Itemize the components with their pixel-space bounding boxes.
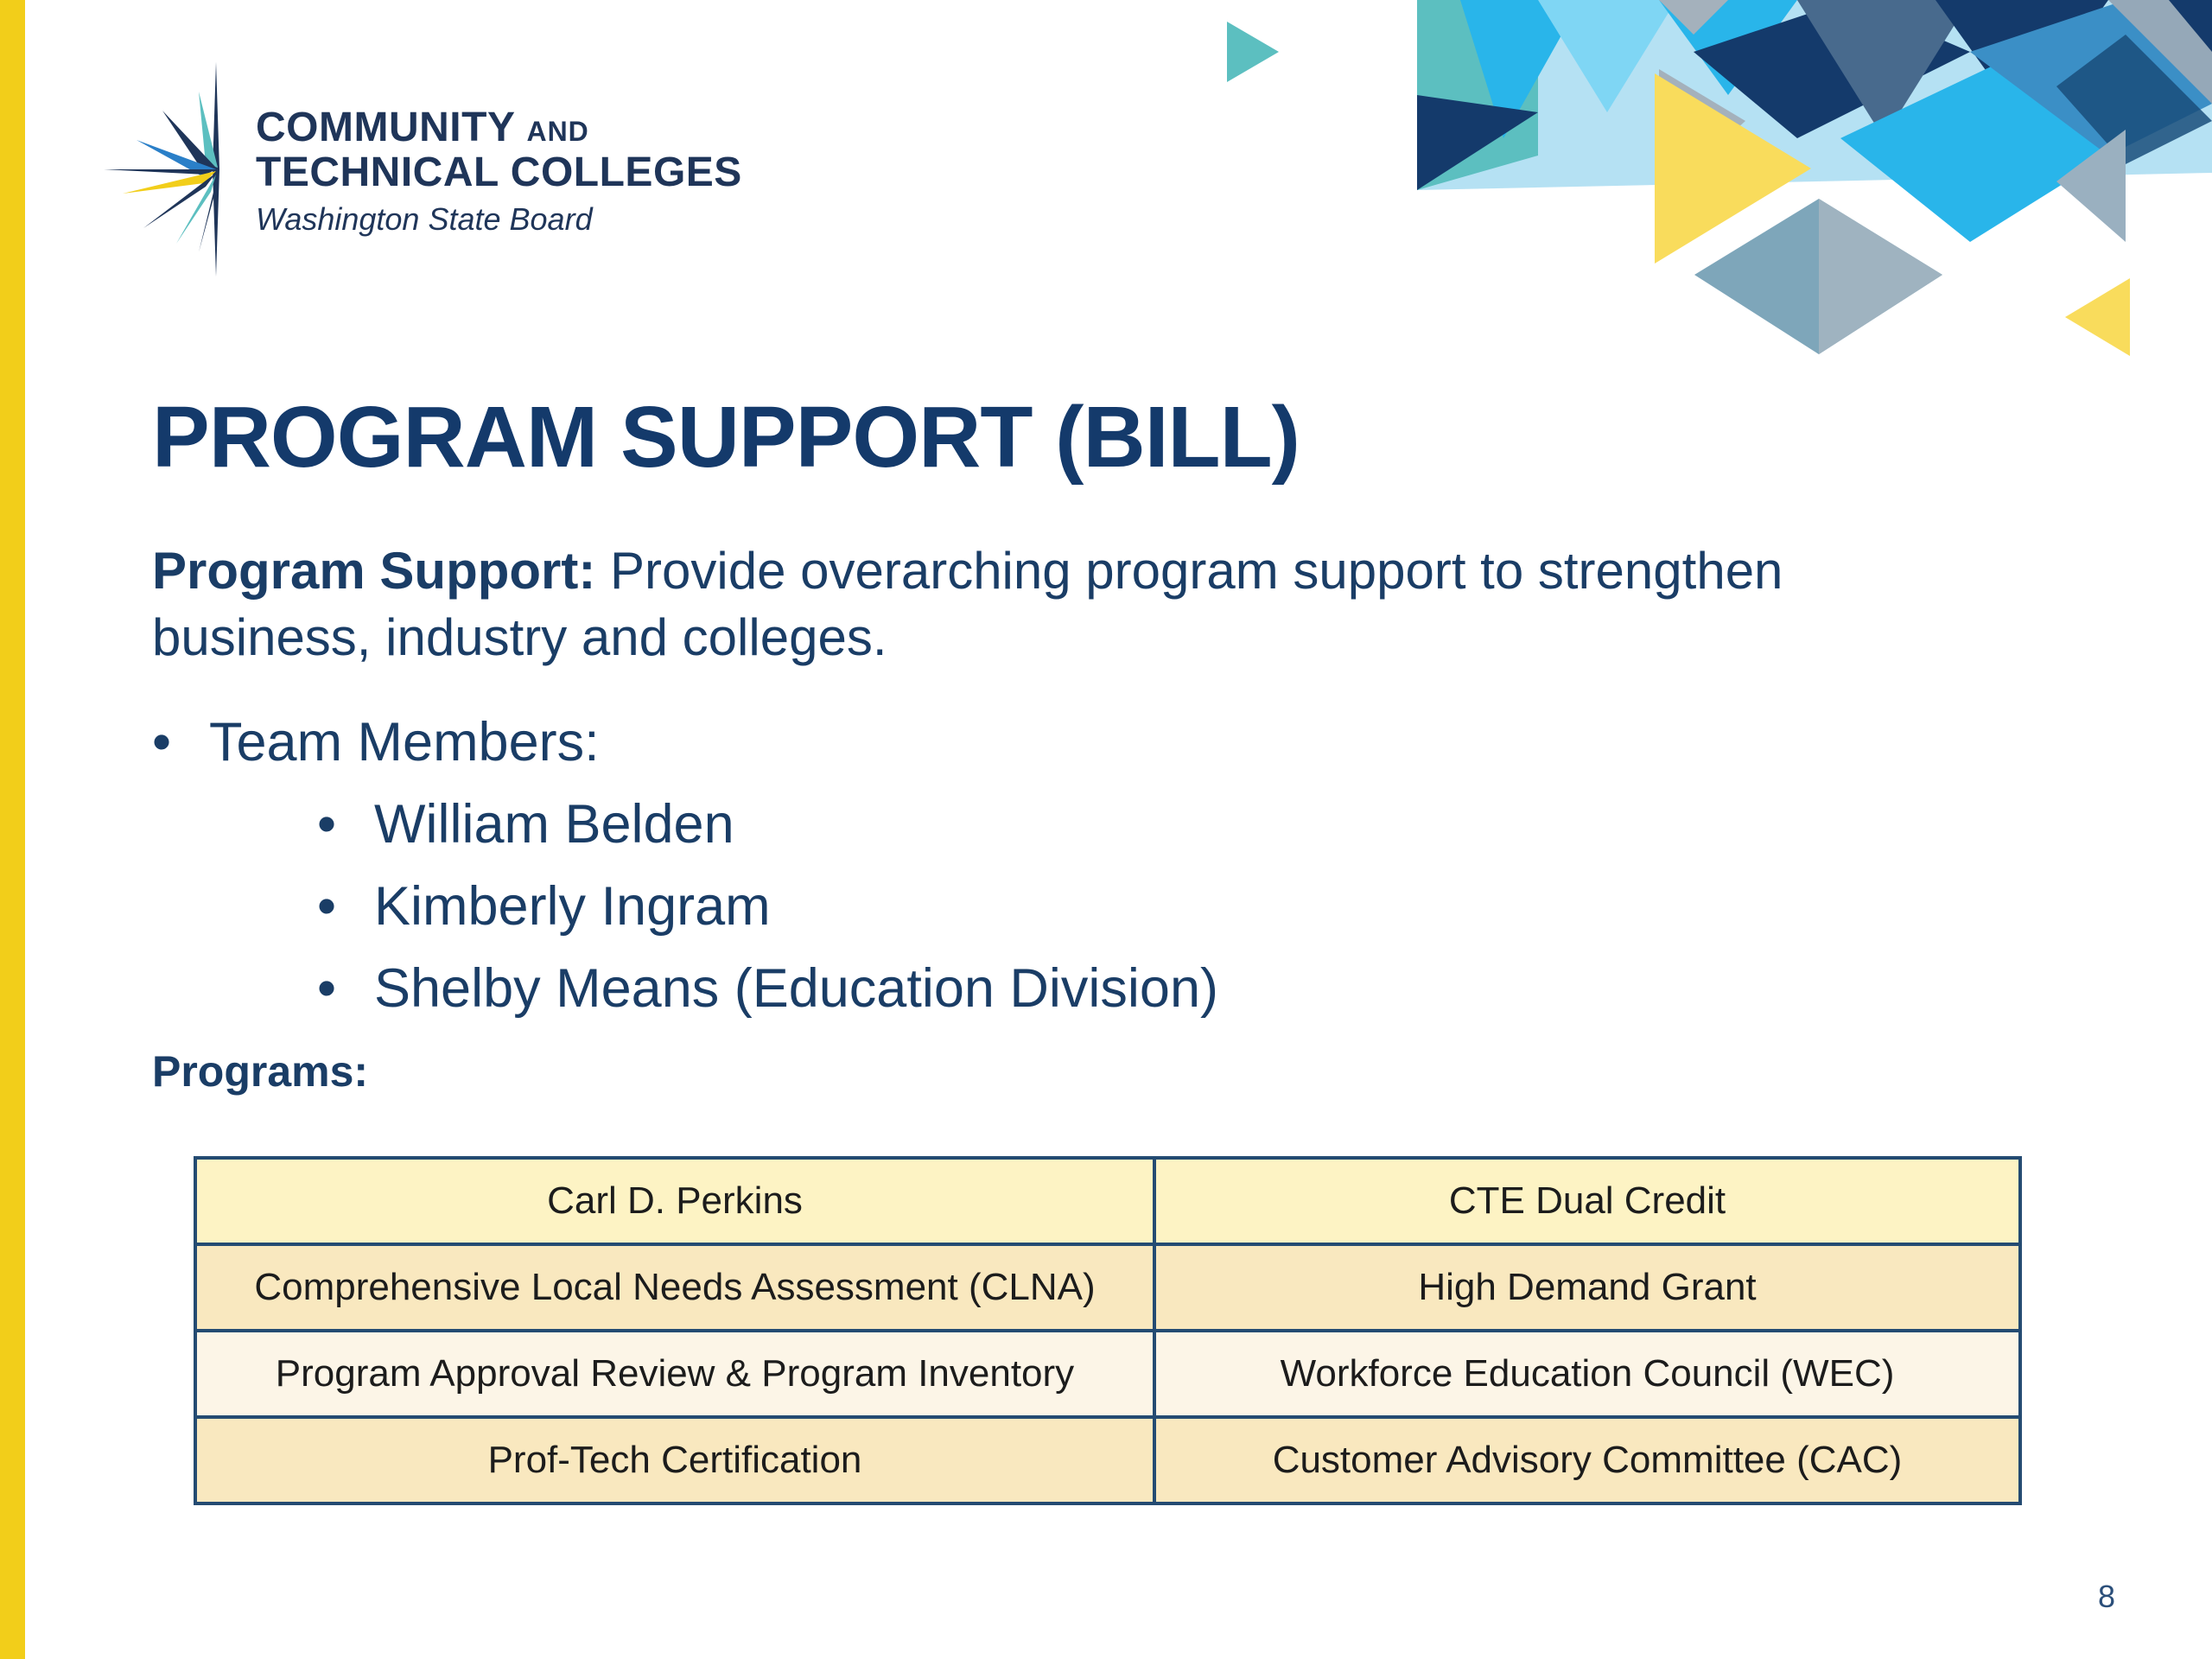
program-support-text: Provide overarching program support to strengthen business, industry and colleges.: [152, 542, 1783, 666]
program-support-lead: Program Support:: [152, 542, 596, 600]
team-member-item: • Kimberly Ingram: [209, 866, 1218, 948]
team-members-list: [152, 702, 1218, 1030]
table-row: [195, 1417, 2020, 1503]
programs-table: [194, 1156, 2022, 1505]
table-cell: Program Approval Review & Program Inventory: [195, 1331, 1154, 1417]
logo-and-text: AND: [526, 116, 589, 147]
slide-title: PROGRAM SUPPORT (BILL): [152, 389, 1300, 486]
table-row: [195, 1331, 2020, 1417]
table-cell: Workforce Education Council (WEC): [1154, 1331, 2020, 1417]
table-cell: Customer Advisory Committee (CAC): [1154, 1417, 2020, 1503]
program-support-description: [152, 537, 2010, 671]
logo-community-text: COMMUNITY: [256, 105, 515, 150]
left-accent-bar: [0, 0, 25, 1659]
table-cell: Prof-Tech Certification: [195, 1417, 1154, 1503]
table-cell: High Demand Grant: [1154, 1244, 2020, 1331]
sbctc-logo: [102, 57, 741, 290]
logo-washington-state-board-text: Washington State Board: [256, 201, 593, 237]
team-members-label-text: Team Members:: [209, 712, 600, 772]
starburst-logo-icon: [102, 57, 232, 282]
table-cell: CTE Dual Credit: [1154, 1158, 2020, 1244]
team-member-item: • William Belden: [209, 784, 1218, 866]
table-cell: Comprehensive Local Needs Assessment (CLNA): [195, 1244, 1154, 1331]
team-member-item: • Shelby Means (Education Division): [209, 948, 1218, 1030]
team-members-label: [152, 702, 1218, 1030]
page-number: 8: [2098, 1579, 2116, 1614]
table-cell: Carl D. Perkins: [195, 1158, 1154, 1244]
geometric-triangle-decoration: [1192, 0, 2212, 380]
table-row: [195, 1158, 2020, 1244]
programs-label: Programs:: [152, 1047, 369, 1096]
logo-technical-colleges-text: TECHNICAL COLLEGES: [256, 149, 742, 195]
table-row: [195, 1244, 2020, 1331]
team-members-sublist: [209, 784, 1218, 1030]
